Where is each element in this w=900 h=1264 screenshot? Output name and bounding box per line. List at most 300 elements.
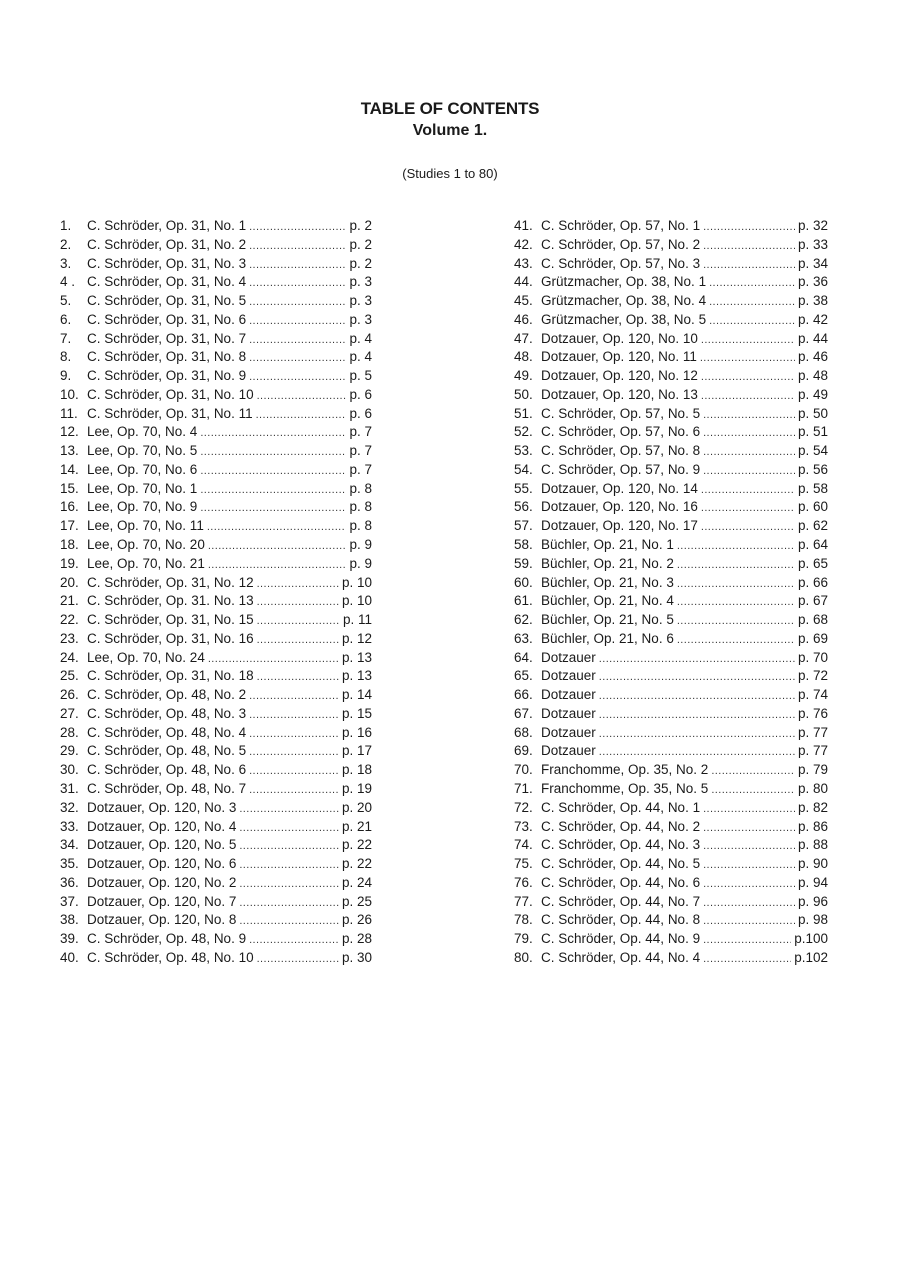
toc-entry <box>60 536 372 555</box>
toc-entry <box>514 330 828 349</box>
dot-leader <box>208 556 347 575</box>
dot-leader <box>200 481 346 500</box>
entry-title: C. Schröder, Op. 44, No. 2 <box>541 818 701 834</box>
dot-leader <box>703 819 795 838</box>
entry-number: 61. <box>514 593 533 609</box>
toc-entry <box>60 592 372 611</box>
entry-number: 6. <box>60 311 72 327</box>
entry-number: 63. <box>514 630 533 646</box>
entry-title: C. Schröder, Op. 31, No. 1 <box>87 218 247 233</box>
entry-title: Dotzauer, Op. 120, No. 5 <box>87 837 237 853</box>
toc-entry <box>60 255 372 274</box>
toc-entry <box>514 799 828 818</box>
dot-leader <box>599 706 795 725</box>
entry-number: 14. <box>60 461 79 477</box>
entry-page-number: p. 15 <box>341 705 372 721</box>
entry-title: C. Schröder, Op. 44, No. 7 <box>541 893 701 909</box>
entry-title: Büchler, Op. 21, No. 1 <box>541 537 674 553</box>
entry-number: 73. <box>514 818 533 834</box>
dot-leader <box>703 837 795 856</box>
toc-entry <box>514 217 828 236</box>
entry-number: 12. <box>60 424 79 440</box>
toc-entry <box>514 949 828 968</box>
entry-title: Dotzauer <box>541 687 596 703</box>
entry-page-number: p. 60 <box>797 499 828 515</box>
toc-entry <box>60 818 372 837</box>
entry-title: Lee, Op. 70, No. 4 <box>87 424 198 440</box>
entry-page-number: p. 10 <box>341 593 372 609</box>
toc-entry <box>514 348 828 367</box>
entry-number: 47. <box>514 330 533 346</box>
toc-entry <box>60 423 372 442</box>
entry-title: C. Schröder, Op. 48, No. 7 <box>87 780 247 796</box>
entry-page-number: p. 9 <box>349 555 372 571</box>
dot-leader <box>599 650 795 669</box>
entry-page-number: p. 70 <box>797 649 828 665</box>
entry-title: C. Schröder, Op. 31, No. 8 <box>87 349 247 365</box>
entry-title: Büchler, Op. 21, No. 2 <box>541 555 674 571</box>
entry-page-number: p. 49 <box>797 386 828 402</box>
entry-title: C. Schröder, Op. 44, No. 1 <box>541 799 701 815</box>
dot-leader <box>239 894 339 913</box>
entry-number: 56. <box>514 499 533 515</box>
toc-entry <box>60 236 372 255</box>
entry-number: 53. <box>514 443 533 459</box>
toc-entry <box>514 930 828 949</box>
entry-number: 32. <box>60 799 79 815</box>
entry-number: 3. <box>60 255 72 271</box>
toc-entry <box>60 555 372 574</box>
entry-page-number: p. 54 <box>797 443 828 459</box>
entry-number: 4 . <box>60 274 76 290</box>
toc-entry <box>514 480 828 499</box>
page-title: TABLE OF CONTENTS <box>360 99 540 118</box>
toc-entry <box>514 630 828 649</box>
entry-number: 41. <box>514 218 533 233</box>
entry-title: Büchler, Op. 21, No. 6 <box>541 630 674 646</box>
entry-number: 49. <box>514 368 533 384</box>
dot-leader <box>249 256 346 275</box>
dot-leader <box>200 462 346 481</box>
toc-entry <box>514 649 828 668</box>
dot-leader <box>703 856 795 875</box>
entry-page-number: p. 66 <box>797 574 828 590</box>
entry-title: C. Schröder, Op. 31, No. 16 <box>87 630 254 646</box>
entry-number: 5. <box>60 293 72 309</box>
entry-page-number: p. 2 <box>349 255 372 271</box>
entry-number: 51. <box>514 405 533 421</box>
dot-leader <box>249 368 346 387</box>
entry-title: C. Schröder, Op. 57, No. 1 <box>541 218 701 233</box>
dot-leader <box>701 518 795 537</box>
dot-leader <box>703 218 795 237</box>
entry-title: Dotzauer, Op. 120, No. 10 <box>541 330 698 346</box>
entry-page-number: p. 6 <box>349 405 372 421</box>
entry-title: Dotzauer, Op. 120, No. 11 <box>541 349 697 365</box>
entry-title: C. Schröder, Op. 48, No. 5 <box>87 743 247 759</box>
entry-title: C. Schröder, Op. 44, No. 5 <box>541 856 701 872</box>
dot-leader <box>249 931 339 950</box>
entry-title: Franchomme, Op. 35, No. 2 <box>541 762 709 778</box>
toc-entry <box>60 498 372 517</box>
dot-leader <box>249 743 339 762</box>
entry-page-number: p. 64 <box>797 537 828 553</box>
dot-leader <box>703 950 791 969</box>
entry-number: 64. <box>514 649 533 665</box>
entry-number: 57. <box>514 518 533 534</box>
dot-leader <box>239 912 339 931</box>
dot-leader <box>257 668 339 687</box>
toc-entry <box>60 630 372 649</box>
dot-leader <box>249 687 339 706</box>
dot-leader <box>599 725 795 744</box>
entry-title: Dotzauer, Op. 120, No. 2 <box>87 874 237 890</box>
dot-leader <box>208 537 347 556</box>
dot-leader <box>200 499 346 518</box>
entry-number: 28. <box>60 724 79 740</box>
toc-entry <box>60 855 372 874</box>
toc-entry <box>514 818 828 837</box>
entry-number: 7. <box>60 330 72 346</box>
entry-page-number: p. 25 <box>341 893 372 909</box>
dot-leader <box>677 556 795 575</box>
toc-entry <box>60 930 372 949</box>
entry-title: Dotzauer, Op. 120, No. 8 <box>87 912 237 928</box>
entry-number: 45. <box>514 293 533 309</box>
entry-title: C. Schröder, Op. 31. No. 13 <box>87 593 254 609</box>
entry-title: Grützmacher, Op. 38, No. 1 <box>541 274 707 290</box>
toc-entry <box>60 611 372 630</box>
entry-number: 75. <box>514 856 533 872</box>
dot-leader <box>703 462 795 481</box>
entry-number: 20. <box>60 574 79 590</box>
dot-leader <box>239 875 339 894</box>
entry-page-number: p. 88 <box>797 837 828 853</box>
dot-leader <box>599 668 795 687</box>
entry-title: C. Schröder, Op. 48, No. 6 <box>87 762 247 778</box>
entry-page-number: p. 69 <box>797 630 828 646</box>
entry-number: 65. <box>514 668 533 684</box>
entry-page-number: p. 20 <box>341 799 372 815</box>
entry-page-number: p. 65 <box>797 555 828 571</box>
entry-page-number: p. 58 <box>797 480 828 496</box>
entry-title: C. Schröder, Op. 57, No. 9 <box>541 461 701 477</box>
entry-page-number: p. 90 <box>797 856 828 872</box>
entry-page-number: p. 98 <box>797 912 828 928</box>
entry-page-number: p. 86 <box>797 818 828 834</box>
entry-number: 50. <box>514 386 533 402</box>
entry-title: Lee, Op. 70, No. 1 <box>87 480 198 496</box>
entry-title: C. Schröder, Op. 44, No. 3 <box>541 837 701 853</box>
entry-title: Dotzauer, Op. 120, No. 16 <box>541 499 698 515</box>
dot-leader <box>249 762 339 781</box>
toc-entry <box>60 273 372 292</box>
dot-leader <box>257 387 347 406</box>
dot-leader <box>249 237 346 256</box>
dot-leader <box>207 518 347 537</box>
dot-leader <box>677 631 795 650</box>
entry-number: 72. <box>514 799 533 815</box>
toc-entry <box>60 724 372 743</box>
entry-title: C. Schröder, Op. 48, No. 3 <box>87 705 247 721</box>
entry-title: Dotzauer <box>541 668 596 684</box>
toc-entry <box>514 611 828 630</box>
entry-title: C. Schröder, Op. 44, No. 9 <box>541 931 701 947</box>
entry-page-number: p. 38 <box>797 293 828 309</box>
toc-entry <box>514 574 828 593</box>
dot-leader <box>257 593 339 612</box>
dot-leader <box>257 950 339 969</box>
toc-header <box>0 98 900 141</box>
entry-number: 54. <box>514 461 533 477</box>
entry-page-number: p. 56 <box>797 461 828 477</box>
toc-entry <box>60 386 372 405</box>
entry-page-number: p. 2 <box>349 218 372 233</box>
entry-title: Grützmacher, Op. 38, No. 5 <box>541 311 707 327</box>
entry-page-number: p. 18 <box>341 762 372 778</box>
entry-number: 59. <box>514 555 533 571</box>
entry-title: Lee, Op. 70, No. 5 <box>87 443 198 459</box>
entry-title: Dotzauer <box>541 743 596 759</box>
entry-title: Dotzauer <box>541 649 596 665</box>
dot-leader <box>599 743 795 762</box>
entry-number: 39. <box>60 931 79 947</box>
entry-title: C. Schröder, Op. 31, No. 6 <box>87 311 247 327</box>
entry-number: 79. <box>514 931 533 947</box>
entry-page-number: p. 13 <box>341 649 372 665</box>
entry-number: 68. <box>514 724 533 740</box>
entry-number: 35. <box>60 856 79 872</box>
entry-number: 18. <box>60 537 79 553</box>
entry-number: 38. <box>60 912 79 928</box>
dot-leader <box>703 875 795 894</box>
entry-title: C. Schröder, Op. 48, No. 4 <box>87 724 247 740</box>
entry-title: C. Schröder, Op. 48, No. 9 <box>87 931 247 947</box>
toc-entry <box>60 780 372 799</box>
toc-entry <box>60 311 372 330</box>
dot-leader <box>249 293 346 312</box>
entry-page-number: p. 77 <box>797 743 828 759</box>
entry-page-number: p. 13 <box>341 668 372 684</box>
entry-page-number: p. 30 <box>341 949 372 965</box>
entry-page-number: p. 4 <box>349 349 372 365</box>
dot-leader <box>703 894 795 913</box>
entry-title: C. Schröder, Op. 31, No. 15 <box>87 612 254 628</box>
dot-leader <box>208 650 339 669</box>
entry-number: 30. <box>60 762 79 778</box>
toc-entry <box>60 517 372 536</box>
entry-page-number: p. 80 <box>797 780 828 796</box>
entry-title: Dotzauer, Op. 120, No. 4 <box>87 818 237 834</box>
entry-page-number: p. 3 <box>349 311 372 327</box>
entry-title: C. Schröder, Op. 31, No. 2 <box>87 236 247 252</box>
toc-entry <box>514 705 828 724</box>
entry-page-number: p. 22 <box>341 856 372 872</box>
entry-page-number: p. 50 <box>797 405 828 421</box>
dot-leader <box>701 499 795 518</box>
toc-entry <box>60 348 372 367</box>
entry-title: C. Schröder, Op. 57, No. 3 <box>541 255 701 271</box>
entry-page-number: p. 7 <box>349 443 372 459</box>
entry-page-number: p. 19 <box>341 780 372 796</box>
dot-leader <box>239 837 339 856</box>
toc-entry <box>514 367 828 386</box>
toc-entry <box>514 273 828 292</box>
entry-title: C. Schröder, Op. 31, No. 5 <box>87 293 247 309</box>
dot-leader <box>249 274 346 293</box>
entry-page-number: p. 9 <box>349 537 372 553</box>
dot-leader <box>257 631 339 650</box>
dot-leader <box>599 687 795 706</box>
dot-leader <box>701 368 795 387</box>
dot-leader <box>701 387 795 406</box>
toc-entry <box>60 761 372 780</box>
entry-title: Lee, Op. 70, No. 20 <box>87 537 205 553</box>
dot-leader <box>703 424 795 443</box>
toc-entry <box>60 217 372 236</box>
entry-number: 34. <box>60 837 79 853</box>
dot-leader <box>709 274 795 293</box>
volume-title: Volume 1. <box>412 122 488 139</box>
entry-page-number: p. 67 <box>797 593 828 609</box>
entry-title: C. Schröder, Op. 48, No. 10 <box>87 949 254 965</box>
toc-entry <box>514 724 828 743</box>
entry-page-number: p. 17 <box>341 743 372 759</box>
entry-page-number: p. 24 <box>341 874 372 890</box>
dot-leader <box>249 781 339 800</box>
toc-entry <box>60 480 372 499</box>
toc-entry <box>60 836 372 855</box>
entry-page-number: p. 77 <box>797 724 828 740</box>
toc-entry <box>60 667 372 686</box>
entry-number: 62. <box>514 612 533 628</box>
entry-title: Franchomme, Op. 35, No. 5 <box>541 780 709 796</box>
entry-title: Lee, Op. 70, No. 21 <box>87 555 205 571</box>
dot-leader <box>677 593 795 612</box>
dot-leader <box>703 237 795 256</box>
dot-leader <box>200 424 346 443</box>
toc-entry <box>514 386 828 405</box>
dot-leader <box>239 856 339 875</box>
entry-title: Dotzauer <box>541 705 596 721</box>
toc-entry <box>60 742 372 761</box>
entry-page-number: p. 5 <box>349 368 372 384</box>
toc-entry <box>60 405 372 424</box>
toc-entry <box>60 574 372 593</box>
dot-leader <box>703 406 795 425</box>
entry-page-number: p. 2 <box>349 236 372 252</box>
dot-leader <box>256 406 347 425</box>
toc-entry <box>60 949 372 968</box>
toc-entry <box>514 517 828 536</box>
entry-page-number: p. 51 <box>797 424 828 440</box>
entry-title: Lee, Op. 70, No. 24 <box>87 649 205 665</box>
dot-leader <box>677 537 795 556</box>
toc-entry <box>514 855 828 874</box>
entry-page-number: p. 76 <box>797 705 828 721</box>
toc-entry <box>60 911 372 930</box>
entry-number: 1. <box>60 218 72 233</box>
dot-leader <box>700 349 795 368</box>
entry-page-number: p. 8 <box>349 480 372 496</box>
entry-page-number: p. 74 <box>797 687 828 703</box>
entry-number: 76. <box>514 874 533 890</box>
dot-leader <box>711 762 795 781</box>
entry-page-number: p. 14 <box>341 687 372 703</box>
toc-entry <box>60 442 372 461</box>
entry-number: 48. <box>514 349 533 365</box>
entry-title: C. Schröder, Op. 31, No. 12 <box>87 574 254 590</box>
entry-title: C. Schröder, Op. 31, No. 7 <box>87 330 247 346</box>
dot-leader <box>709 293 795 312</box>
entry-title: Lee, Op. 70, No. 6 <box>87 461 198 477</box>
entry-number: 37. <box>60 893 79 909</box>
dot-leader <box>257 612 340 631</box>
toc-entry <box>514 423 828 442</box>
entry-title: Büchler, Op. 21, No. 4 <box>541 593 674 609</box>
toc-entry <box>60 330 372 349</box>
entry-page-number: p. 68 <box>797 612 828 628</box>
entry-title: C. Schröder, Op. 44, No. 4 <box>541 949 701 965</box>
entry-number: 43. <box>514 255 533 271</box>
entry-number: 8. <box>60 349 72 365</box>
entry-number: 36. <box>60 874 79 890</box>
toc-entry <box>514 236 828 255</box>
entry-number: 9. <box>60 368 72 384</box>
entry-page-number: p. 8 <box>349 518 372 534</box>
entry-number: 11. <box>60 405 78 421</box>
entry-title: Dotzauer, Op. 120, No. 17 <box>541 518 698 534</box>
entry-title: Dotzauer, Op. 120, No. 3 <box>87 799 237 815</box>
entry-page-number: p. 7 <box>349 424 372 440</box>
dot-leader <box>703 912 795 931</box>
entry-number: 15. <box>60 480 79 496</box>
entry-number: 21. <box>60 593 79 609</box>
entry-title: C. Schröder, Op. 57, No. 5 <box>541 405 701 421</box>
toc-column-left <box>60 217 372 968</box>
entry-title: Dotzauer, Op. 120, No. 13 <box>541 386 698 402</box>
dot-leader <box>249 725 339 744</box>
dot-leader <box>703 800 795 819</box>
toc-entry <box>514 255 828 274</box>
entry-number: 55. <box>514 480 533 496</box>
toc-entry <box>514 311 828 330</box>
dot-leader <box>711 781 795 800</box>
entry-number: 46. <box>514 311 533 327</box>
toc-entry <box>514 667 828 686</box>
entry-page-number: p. 7 <box>349 461 372 477</box>
entry-title: Dotzauer <box>541 724 596 740</box>
entry-page-number: p. 79 <box>797 762 828 778</box>
entry-page-number: p. 34 <box>797 255 828 271</box>
entry-page-number: p. 3 <box>349 293 372 309</box>
dot-leader <box>677 612 795 631</box>
entry-page-number: p. 32 <box>797 218 828 233</box>
entry-page-number: p. 44 <box>797 330 828 346</box>
studies-range-subtitle: (Studies 1 to 80) <box>402 166 498 181</box>
entry-title: C. Schröder, Op. 57, No. 8 <box>541 443 701 459</box>
entry-title: C. Schröder, Op. 48, No. 2 <box>87 687 247 703</box>
entry-title: C. Schröder, Op. 31, No. 4 <box>87 274 247 290</box>
entry-title: Dotzauer, Op. 120, No. 6 <box>87 856 237 872</box>
entry-number: 44. <box>514 274 533 290</box>
entry-page-number: p. 48 <box>797 368 828 384</box>
entry-title: Dotzauer, Op. 120, No. 7 <box>87 893 237 909</box>
entry-title: Grützmacher, Op. 38, No. 4 <box>541 293 707 309</box>
entry-number: 17. <box>60 518 79 534</box>
entry-number: 74. <box>514 837 533 853</box>
dot-leader <box>249 349 346 368</box>
